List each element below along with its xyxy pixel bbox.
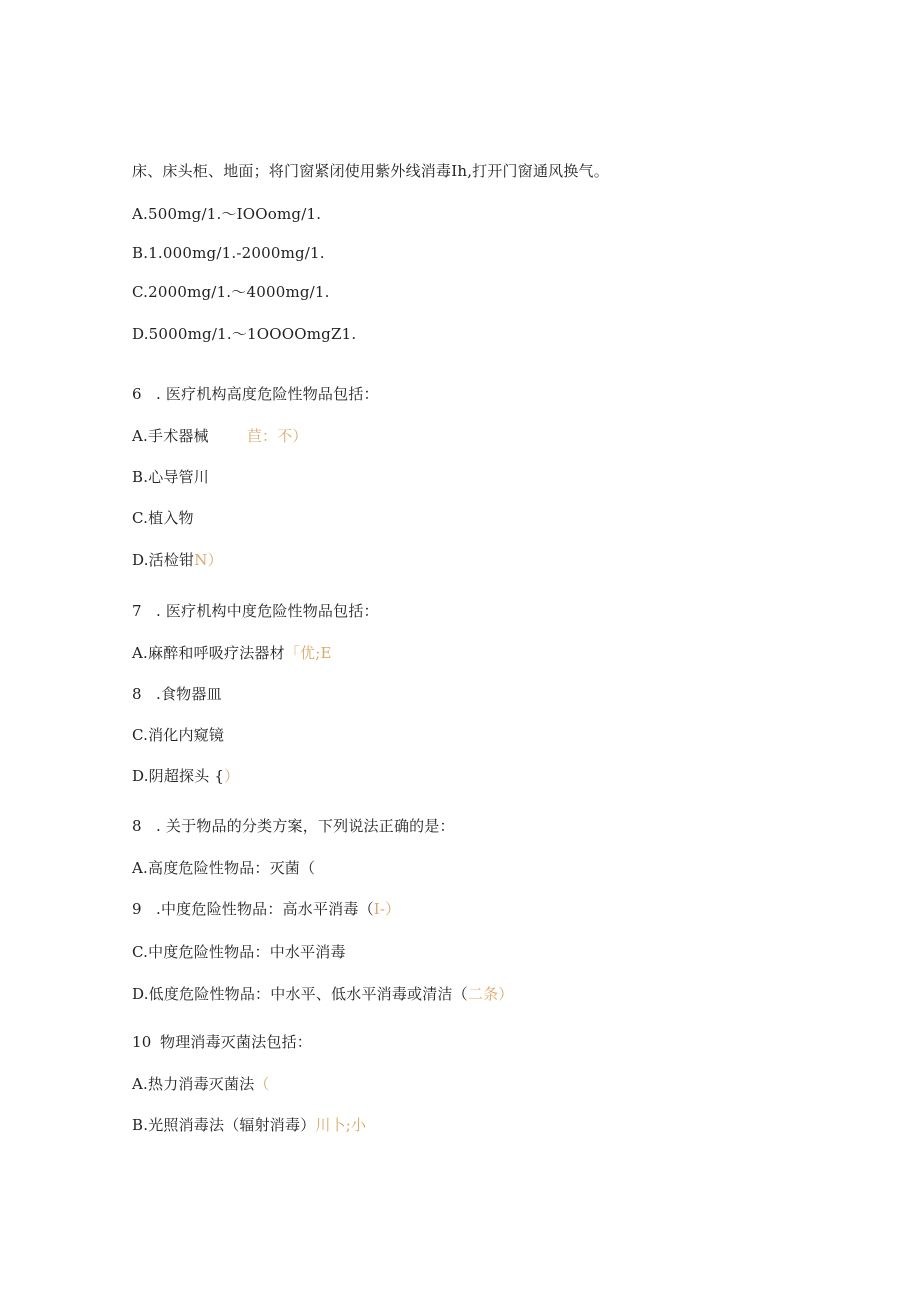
option-number: 8	[132, 685, 142, 703]
option-7b	[132, 684, 222, 704]
option-text: C.2000mg/1.～4000mg/1.	[132, 283, 330, 301]
handwritten-note: 二条）	[467, 985, 514, 1003]
option-6c	[132, 508, 194, 528]
option-text: .中度危险性物品：高水平消毒（	[156, 900, 374, 918]
option-text: A.500mg/1.～IOOomg/1.	[132, 205, 322, 223]
option-number: 9	[132, 900, 142, 918]
intro-text: 床、床头柜、地面；将门窗紧闭使用紫外线消毒Ih,打开门窗通风换气。	[132, 162, 609, 180]
option-6a	[132, 426, 308, 446]
handwritten-note: N）	[194, 551, 223, 569]
question-text: . 关于物品的分类方案，下列说法正确的是：	[156, 817, 455, 835]
option-text: C.中度危险性物品：中水平消毒	[132, 943, 346, 961]
option-text: D.5000mg/1.～1OOOOmgZ1.	[132, 325, 357, 343]
question-7	[132, 601, 379, 621]
option-5d	[132, 324, 356, 344]
option-text: C.消化内窥镜	[132, 726, 225, 744]
option-8b	[132, 899, 400, 919]
option-5b	[132, 243, 325, 263]
option-7c	[132, 725, 224, 745]
question-text: . 医疗机构高度危险性物品包括：	[156, 385, 379, 403]
option-text: D.阴超探头 {	[132, 767, 225, 785]
question-number: 10	[132, 1033, 152, 1051]
handwritten-note: 「优;E	[284, 644, 332, 662]
option-text: D.活检钳	[132, 551, 195, 569]
handwritten-note: ）	[224, 767, 240, 785]
option-8d	[132, 984, 513, 1004]
option-5a	[132, 204, 321, 224]
option-text: C.植入物	[132, 509, 194, 527]
question-10	[132, 1032, 312, 1052]
question-6	[132, 384, 379, 404]
option-text: B.1.000mg/1.-2000mg/1.	[132, 244, 325, 262]
question-8	[132, 816, 455, 836]
option-6d	[132, 550, 223, 570]
option-text: B.光照消毒法（辐射消毒）	[132, 1116, 316, 1134]
question-text: 物理消毒灭菌法包括：	[160, 1033, 313, 1051]
intro-line	[132, 161, 609, 181]
option-text: A.麻醉和呼吸疗法器材	[132, 644, 285, 662]
handwritten-note: （	[254, 1075, 270, 1093]
option-10a	[132, 1074, 270, 1094]
option-text: A.热力消毒灭菌法	[132, 1075, 255, 1093]
option-text: .食物器皿	[156, 685, 222, 703]
option-5c	[132, 282, 330, 302]
option-text: D.低度危险性物品：中水平、低水平消毒或清洁（	[132, 985, 468, 1003]
question-number: 6	[132, 385, 142, 403]
question-text: . 医疗机构中度危险性物品包括：	[156, 602, 379, 620]
option-8a	[132, 858, 315, 878]
option-text: A.高度危险性物品：灭菌（	[132, 859, 316, 877]
option-8c	[132, 942, 346, 962]
handwritten-note: I-）	[373, 900, 401, 918]
option-text: B.心导管川	[132, 468, 209, 486]
option-10b	[132, 1115, 366, 1135]
question-number: 8	[132, 817, 142, 835]
handwritten-note: 川卜;小	[315, 1116, 367, 1134]
option-7a	[132, 643, 332, 663]
option-7d	[132, 766, 239, 786]
option-6b	[132, 467, 209, 487]
question-number: 7	[132, 602, 142, 620]
handwritten-note: 苣：不）	[246, 427, 308, 445]
option-text: A.手术器械	[132, 427, 209, 445]
